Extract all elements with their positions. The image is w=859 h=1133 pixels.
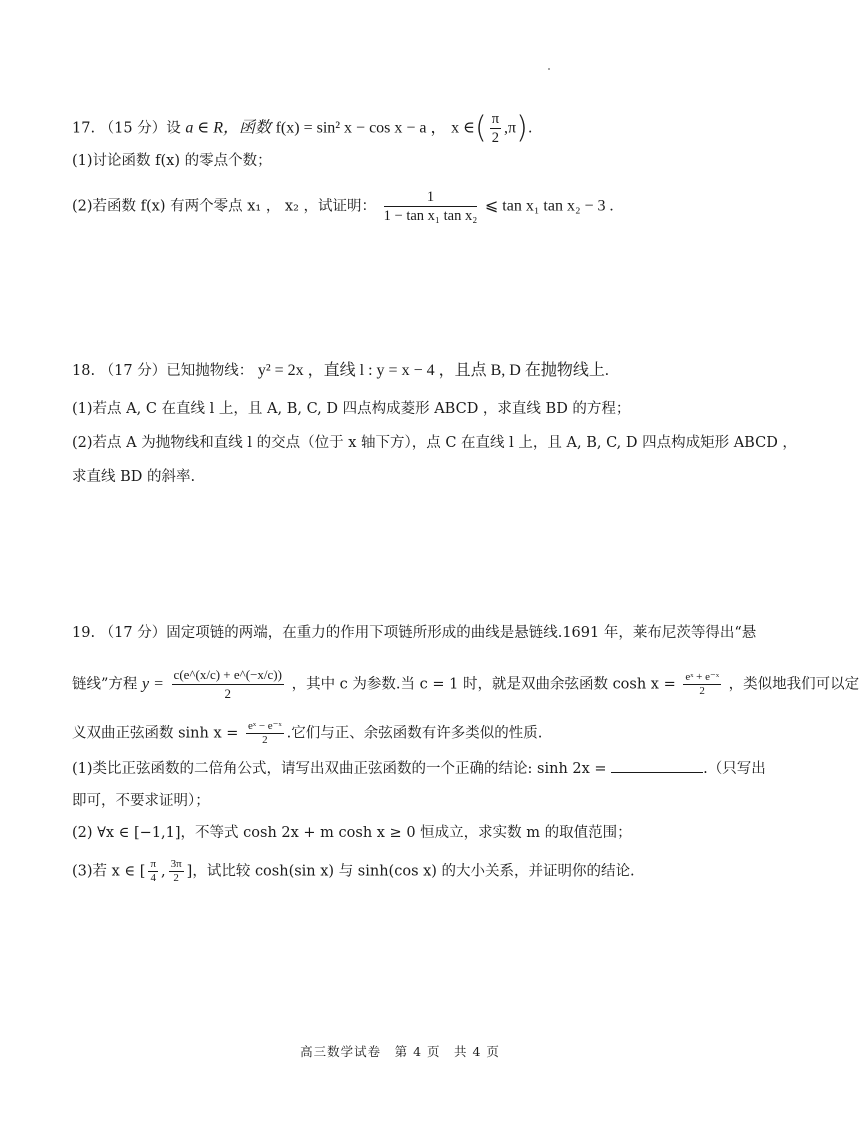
q19-p3-frac2: $\frac{3\pi}{2}$ xyxy=(170,858,182,884)
q19-l3-head: 义双曲正弦函数 sinh x = xyxy=(72,725,239,742)
q17-stem: 17. （15 分）设 a ∈ R，函数 f(x) = sin² x − cos x − a ， x ∈( $\frac{\pi}{2}$ ,π). xyxy=(72,110,533,146)
q19-p1: (1)类比正弦函数的二倍角公式，请写出双曲正弦函数的一个正确的结论: sinh 2x = xyxy=(72,761,607,777)
stray-dot xyxy=(548,68,550,70)
q19-cosh-frac: $\frac{\text{eˣ + e⁻ˣ}}{2}$ xyxy=(685,671,719,697)
q17-func: f(x) = sin² x − cos x − a ， xyxy=(275,119,447,137)
q17-p2-tail: ⩽ tan x₁ tan x₂ − 3 . xyxy=(484,197,614,215)
q18-part2: (2)若点 A 为抛物线和直线 l 的交点（位于 x 轴下方），点 C 在直线 l 上，且 A, B, C, D 四点构成矩形 ABCD ， xyxy=(72,435,797,451)
q19-part3: (3)若 x ∈ [ $\frac{\pi}{4}$ , $\frac{3\pi}{2}$ ]，试比较 cosh(sin x) 与 sinh(cos x) 的大小关系，并证明你的结论. xyxy=(72,858,635,884)
q17-domain-end: ,π xyxy=(504,119,517,137)
answer-blank[interactable] xyxy=(611,758,703,773)
q19-sinh-frac: $\frac{\text{eˣ − e⁻ˣ}}{2}$ xyxy=(248,720,282,746)
q18-part2b: 求直线 BD 的斜率. xyxy=(72,469,196,485)
q17-cond: a ∈ R，函数 xyxy=(185,119,271,137)
q19-line2 xyxy=(72,666,859,703)
q19-p3-tail: ]，试比较 cosh(sin x) 与 sinh(cos x) 的大小关系，并证明你的结论. xyxy=(186,863,635,880)
q19-l2-y: y = xyxy=(142,675,164,693)
q19-l2-head: 链线”方程 xyxy=(72,676,138,693)
q17-domain-frac: $\frac{\pi}{2}$ xyxy=(491,111,500,146)
q17-p2-head: (2)若函数 f(x) 有两个零点 x₁ ， x₂ ，试证明： xyxy=(72,198,377,215)
q17-domain-text: x ∈ xyxy=(451,119,475,137)
q19-l2-tail: ，类似地我们可以定 xyxy=(728,676,859,693)
q18-stem xyxy=(72,360,740,382)
q19-catenary-frac: $\frac{c(e\^{}(x/c) + e\^{}(-x/c))}{2}$ xyxy=(173,667,282,701)
q18-part1: (1)若点 A, C 在直线 l 上，且 A, B, C, D 四点构成菱形 ABCD ，求直线 BD 的方程； xyxy=(72,401,631,417)
q17-head: 17. （15 分）设 xyxy=(72,120,181,137)
q19-part2: (2) ∀x ∈ [−1,1]，不等式 cosh 2x + m cosh x ≥ 0 恒成立，求实数 m 的取值范围； xyxy=(72,825,632,841)
q19-p1-tail: .（只写出 xyxy=(703,761,766,777)
q19-line3 xyxy=(72,720,740,747)
q18-eq: y² = 2x ，直线 l : y = x − 4 ，且点 B, D 在抛物线上. xyxy=(257,362,609,379)
q19-l2-mid: ，其中 c 为参数.当 c = 1 时，就是双曲余弦函数 cosh x = xyxy=(291,676,676,693)
q17-part2 xyxy=(72,188,740,225)
q19-part1 xyxy=(72,758,766,780)
q19-p3-frac1: $\frac{\pi}{4}$ xyxy=(150,858,156,884)
q19-p3-head: (3)若 x ∈ [ xyxy=(72,863,146,880)
q18-head: 18. （17 分）已知抛物线： xyxy=(72,363,254,379)
q19-l3-tail: .它们与正、余弦函数有许多类似的性质. xyxy=(286,725,543,742)
q19-line1: 19. （17 分）固定项链的两端，在重力的作用下项链所形成的曲线是悬链线.1691 年，莱布尼茨等得出“悬 xyxy=(72,625,757,641)
q17-p2-frac: $\frac{1}{\text{1 − tan x₁ tan x₂}}$ xyxy=(383,189,478,224)
q17-part1: (1)讨论函数 f(x) 的零点个数； xyxy=(72,153,272,169)
page-footer: 高三数学试卷 第 4 页 共 4 页 xyxy=(300,1044,500,1059)
q19-part1b: 即可，不要求证明）； xyxy=(72,793,210,809)
